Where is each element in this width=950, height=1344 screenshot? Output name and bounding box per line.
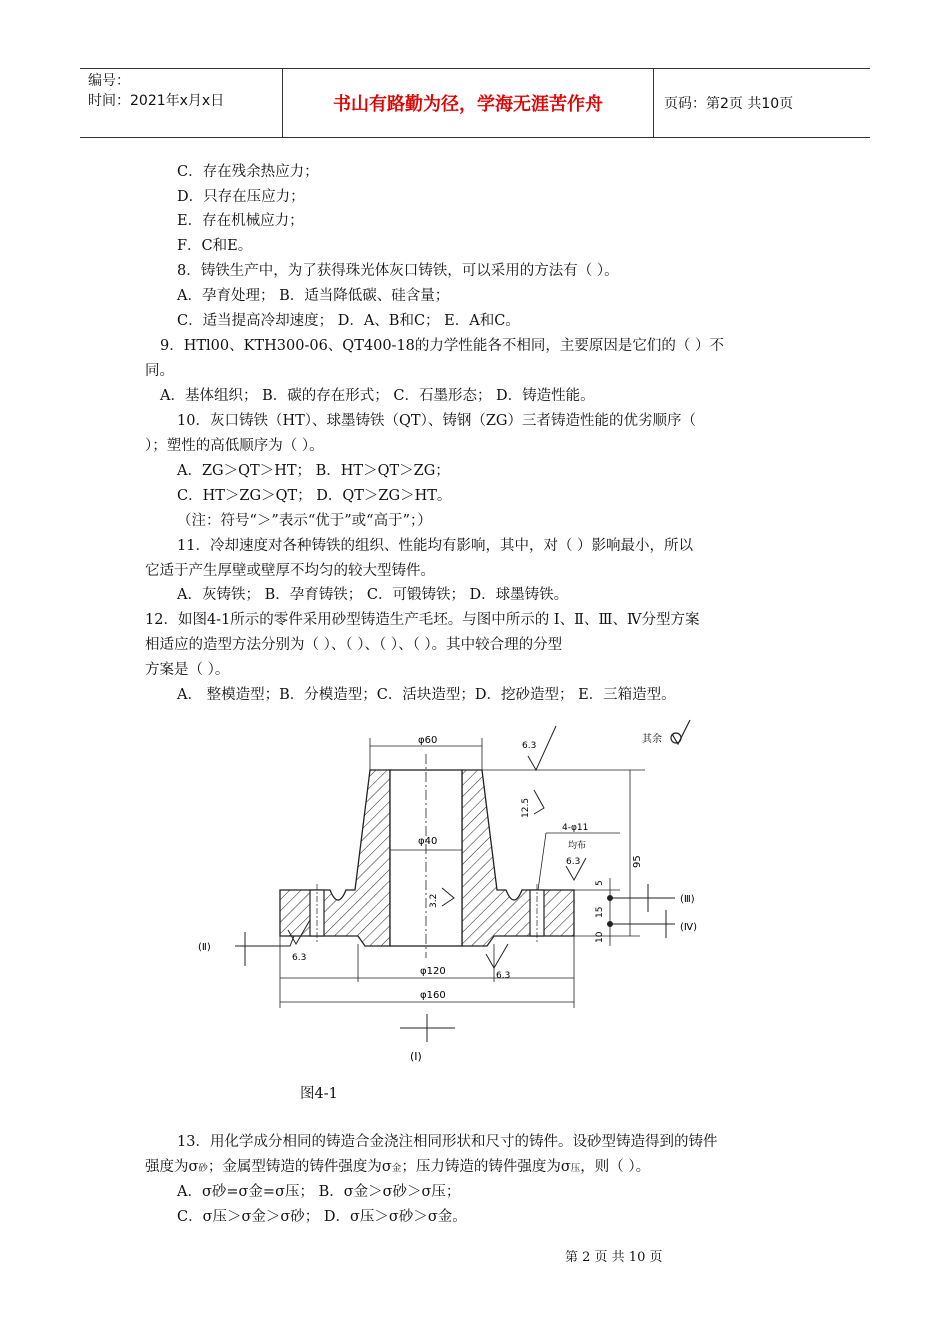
question-line: 方案是（ ）。 — [145, 662, 230, 678]
roughness-63-bottom: 6.3 — [496, 971, 511, 981]
rest-label: 其余 — [642, 734, 662, 745]
parting-1-label: (Ⅰ) — [410, 1050, 422, 1063]
option-line: A．孕育处理； B．适当降低碳、硅含量； — [177, 288, 450, 304]
dim-d60: φ60 — [418, 735, 438, 746]
dim-d160: φ160 — [420, 990, 446, 1001]
figure-4-1 — [190, 718, 730, 1068]
text-run: 强度为σ — [145, 1159, 199, 1175]
dim-d120: φ120 — [420, 966, 446, 977]
option-line: D．只存在压应力； — [177, 189, 305, 205]
option-line: C．适当提高冷却速度； D．A、B和C； E．A和C。 — [177, 313, 520, 329]
question-line: 10．灰口铸铁（HT）、球墨铸铁（QT）、铸钢（ZG）三者铸造性能的优劣顺序（ — [177, 413, 696, 429]
holes-label: 4-φ11 — [562, 823, 589, 833]
dim-d40: φ40 — [418, 836, 438, 847]
header-page-info: 页码：第2页 共10页 — [664, 96, 794, 112]
dim-h15: 15 — [595, 906, 605, 918]
parting-4-label: (Ⅳ) — [680, 922, 698, 933]
option-line: C．HT＞ZG＞QT； D．QT＞ZG＞HT。 — [177, 488, 452, 504]
roughness-63-top: 6.3 — [522, 741, 537, 751]
parting-3-label: (Ⅲ) — [680, 894, 695, 905]
question-line — [145, 1157, 650, 1179]
question-line: 相适应的造型方法分别为（ ）、（ ）、（ ）、（ ）。其中较合理的分型 — [145, 637, 563, 653]
time-label: 时间：2021年x月x日 — [88, 93, 225, 109]
header-motto: 书山有路勤为径，学海无涯苦作舟 — [282, 69, 654, 137]
number-label: 编号： — [88, 73, 130, 89]
text-run: ；金属型铸造的铸件强度为σ — [207, 1159, 392, 1175]
roughness-32: 3.2 — [429, 893, 439, 908]
question-line: 9．HTl00、KTH300-06、QT400-18的力学性能各不相同，主要原因是它们的（ ）不 — [160, 338, 724, 354]
roughness-63-bottom-left: 6.3 — [292, 953, 307, 963]
figure-caption: 图4-1 — [300, 1086, 338, 1102]
question-line: 12．如图4-1所示的零件采用砂型铸造生产毛坯。与图中所示的 Ⅰ、Ⅱ、Ⅲ、Ⅳ分型方案 — [145, 612, 700, 628]
roughness-125: 12.5 — [521, 797, 531, 818]
question-line: 同。 — [145, 363, 174, 379]
page-header — [80, 68, 870, 138]
question-line: 它适于产生厚壁或壁厚不均匀的较大型铸件。 — [145, 563, 435, 579]
option-line: A．σ砂=σ金=σ压； B．σ金＞σ砂＞σ压； — [177, 1184, 461, 1200]
question-line: 8．铸铁生产中，为了获得珠光体灰口铸铁，可以采用的方法有（ ）。 — [177, 263, 619, 279]
option-line: C．存在残余热应力； — [177, 164, 319, 180]
option-line: A． 整模造型；B．分模造型；C．活块造型；D．挖砂造型； E．三箱造型。 — [177, 687, 676, 703]
dim-h5: 5 — [595, 880, 605, 886]
question-line: 13．用化学成分相同的铸造合金浇注相同形状和尺寸的铸件。设砂型铸造得到的铸件 — [177, 1134, 718, 1150]
option-line: E．存在机械应力； — [177, 213, 304, 229]
option-line: A．灰铸铁； B．孕育铸铁； C．可锻铸铁； D．球墨铸铁。 — [177, 587, 569, 603]
uniform-label: 均布 — [568, 841, 587, 851]
subscript: 金 — [391, 1163, 402, 1174]
note-line: （注：符号“＞”表示“优于”或“高于”；） — [177, 513, 432, 529]
dim-h10: 10 — [595, 931, 605, 943]
subscript: 压 — [570, 1163, 581, 1174]
parting-2-label: (Ⅱ) — [198, 942, 211, 953]
dim-h95: 95 — [632, 855, 643, 868]
question-line: ）；塑性的高低顺序为（ ）。 — [145, 438, 324, 454]
page-footer: 第 2 页 共 10 页 — [565, 1250, 663, 1265]
option-line: F．C和E。 — [177, 238, 253, 254]
subscript: 砂 — [198, 1163, 208, 1174]
casting-drawing — [190, 718, 730, 1068]
option-line: C．σ压＞σ金＞σ砂； D．σ压＞σ砂＞σ金。 — [177, 1209, 467, 1225]
option-line: A．基体组织； B．碳的存在形式； C．石墨形态； D．铸造性能。 — [160, 388, 595, 404]
roughness-63-flange: 6.3 — [566, 857, 581, 867]
question-line: 11．冷却速度对各种铸铁的组织、性能均有影响，其中，对（ ）影响最小，所以 — [177, 538, 694, 554]
header-meta — [80, 69, 282, 137]
text-run: ，则（ ）。 — [580, 1159, 651, 1175]
option-line: A．ZG＞QT＞HT； B．HT＞QT＞ZG； — [177, 463, 450, 479]
text-run: ；压力铸造的铸件强度为σ — [401, 1159, 571, 1175]
